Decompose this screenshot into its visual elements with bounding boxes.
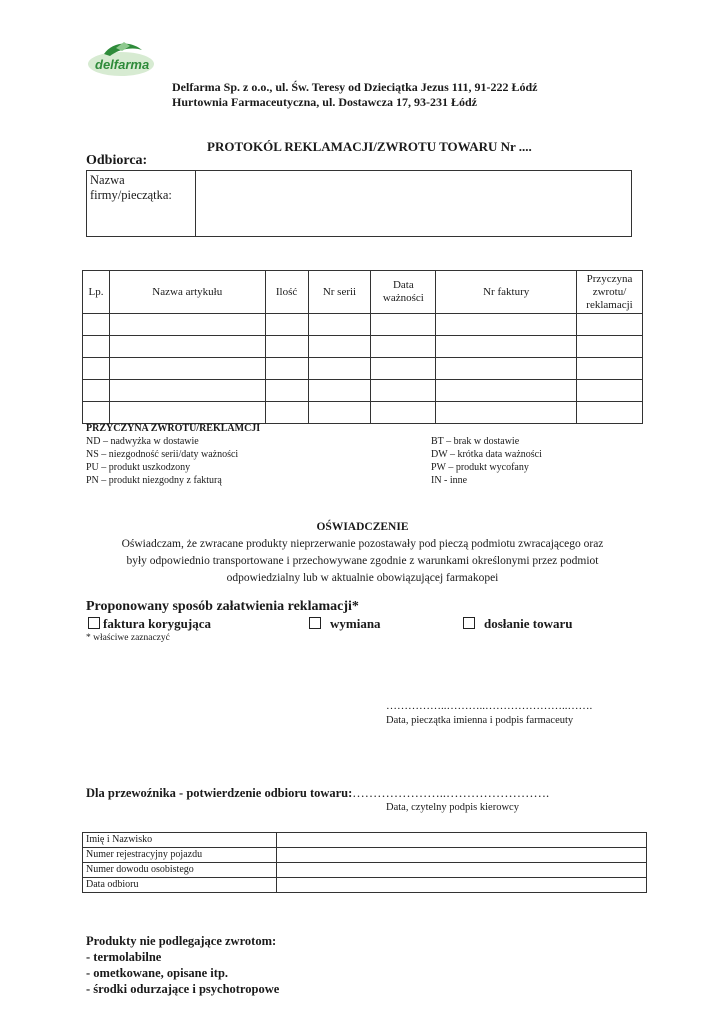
- logo-text: delfarma: [95, 57, 150, 72]
- driver-table: [82, 832, 647, 893]
- non-returnable-item: - ometkowane, opisane itp.: [86, 966, 229, 980]
- option-resend-goods[interactable]: dosłanie towaru: [463, 616, 572, 632]
- header-reason: Przyczyna zwrotu/ reklamacji: [577, 271, 643, 314]
- declaration-line-2: były odpowiednio transportowane i przechowywane zgodnie z warunkami określonymi przez podmiot: [126, 555, 599, 567]
- non-returnable-item: - środki odurzające i psychotropowe: [86, 982, 280, 996]
- table-row: [83, 314, 643, 336]
- pharmacist-signature-caption: Data, pieczątka imienna i podpis farmaceuty: [386, 715, 574, 726]
- checkbox-icon[interactable]: [463, 617, 475, 629]
- table-row: [83, 402, 643, 424]
- header-batch: Nr serii: [308, 271, 371, 314]
- table-row: [83, 833, 647, 848]
- reason-pn: PN – produkt niezgodny z fakturą: [86, 475, 222, 486]
- non-returnable-item: - termolabilne: [86, 950, 162, 964]
- checkbox-icon[interactable]: [309, 617, 321, 629]
- table-row: [83, 336, 643, 358]
- table-row: [83, 863, 647, 878]
- reason-in: IN - inne: [431, 475, 468, 486]
- items-table-header: [83, 271, 643, 314]
- option-correction-invoice[interactable]: faktura korygująca: [88, 616, 211, 632]
- table-row: [83, 380, 643, 402]
- carrier-title: Dla przewoźnika - potwierdzenie odbioru towaru:…………………..…………………….: [86, 786, 550, 800]
- reason-nd: ND – nadwyżka w dostawie: [86, 436, 199, 447]
- resolution-title: Proponowany sposób załatwienia reklamacji*: [86, 599, 359, 614]
- recipient-label: Odbiorca:: [86, 153, 148, 168]
- driver-name-input[interactable]: [277, 833, 647, 848]
- recipient-field-input[interactable]: [196, 171, 632, 237]
- header-invoice: Nr faktury: [436, 271, 577, 314]
- declaration-line-3: odpowiedzialny lub w aktualnie obowiązującej farmakopei: [226, 572, 499, 584]
- recipient-table: [86, 170, 632, 237]
- reason-dw: DW – krótka data ważności: [431, 449, 542, 460]
- items-table: [82, 270, 643, 424]
- driver-field-label: Imię i Nazwisko: [83, 833, 277, 848]
- document-title: PROTOKÓL REKLAMACJI/ZWROTU TOWARU Nr ....: [207, 139, 532, 154]
- pharmacist-signature-line[interactable]: ……………..………..…………………..…….: [386, 700, 593, 712]
- checkbox-icon[interactable]: [88, 617, 100, 629]
- header-item-name: Nazwa artykułu: [109, 271, 265, 314]
- declaration-line-1: Oświadczam, że zwracane produkty nieprzerwanie pozostawały pod pieczą podmiotu zwracającego oraz: [121, 538, 604, 550]
- carrier-signature-caption: Data, czytelny podpis kierowcy: [386, 802, 519, 813]
- resolution-footnote: * właściwe zaznaczyć: [86, 633, 170, 643]
- company-address: Delfarma Sp. z o.o., ul. Św. Teresy od Dzieciątka Jezus 111, 91-222 Łódź: [172, 80, 538, 94]
- declaration: [60, 519, 665, 587]
- non-returnable-title: Produkty nie podlegające zwrotom:: [86, 934, 277, 948]
- recipient-field-label: Nazwa firmy/pieczątka:: [87, 171, 196, 237]
- reason-ns: NS – niezgodność serii/daty ważności: [86, 449, 239, 460]
- driver-field-label: Numer rejestracyjny pojazdu: [83, 848, 277, 863]
- header-lp: Lp.: [83, 271, 110, 314]
- driver-field-label: Numer dowodu osobistego: [83, 863, 277, 878]
- reasons-title: PRZYCZYNA ZWROTU/REKLAMCJI: [86, 423, 261, 434]
- declaration-title: OŚWIADCZENIE: [316, 521, 409, 533]
- delfarma-logo: [86, 36, 156, 80]
- table-row: [83, 848, 647, 863]
- carrier-signature-line[interactable]: …………………..…………………….: [352, 786, 550, 800]
- header-quantity: Ilość: [265, 271, 308, 314]
- driver-field-label: Data odbioru: [83, 878, 277, 893]
- warehouse-address: Hurtownia Farmaceutyczna, ul. Dostawcza 17, 93-231 Łódź: [172, 95, 477, 109]
- header-expiry: Data ważności: [371, 271, 436, 314]
- pickup-date-input[interactable]: [277, 878, 647, 893]
- reason-pu: PU – produkt uszkodzony: [86, 462, 191, 473]
- reason-bt: BT – brak w dostawie: [431, 436, 520, 447]
- table-row: [83, 358, 643, 380]
- vehicle-registration-input[interactable]: [277, 848, 647, 863]
- id-number-input[interactable]: [277, 863, 647, 878]
- reason-pw: PW – produkt wycofany: [431, 462, 529, 473]
- table-row: [83, 878, 647, 893]
- non-returnable-section: [86, 933, 279, 997]
- option-exchange[interactable]: wymiana: [309, 616, 381, 632]
